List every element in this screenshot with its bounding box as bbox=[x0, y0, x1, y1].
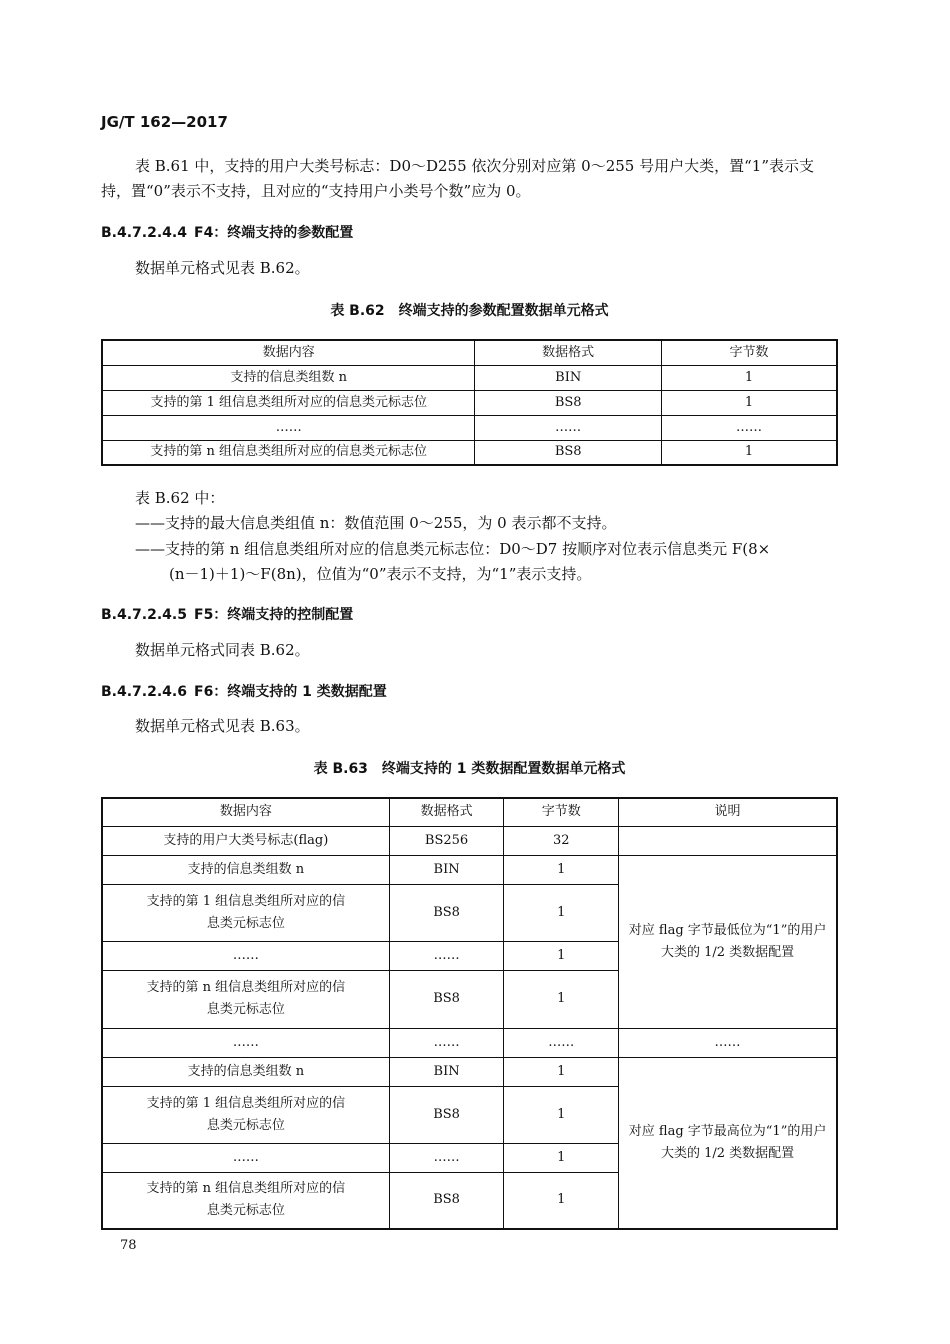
table-cell: …… bbox=[102, 415, 475, 440]
table-cell: …… bbox=[504, 1028, 619, 1057]
table-caption-b63: 表 B.63 终端支持的 1 类数据配置数据单元格式 bbox=[313, 761, 626, 777]
table-cell: 1 bbox=[504, 970, 619, 1028]
table-cell: …… bbox=[102, 941, 389, 970]
notes-lead: 表 B.62 中： bbox=[135, 489, 225, 507]
table-cell: …… bbox=[661, 415, 837, 440]
group-note-cell: 对应 flag 字节最高位为“1”的用户大类的 1/2 类数据配置 bbox=[619, 1057, 837, 1229]
table-cell: 1 bbox=[504, 1086, 619, 1143]
table-cell: …… bbox=[475, 415, 662, 440]
table-caption-b62: 表 B.62 终端支持的参数配置数据单元格式 bbox=[330, 303, 609, 319]
table-row bbox=[102, 855, 837, 884]
table-cell: 支持的信息类组数 n bbox=[102, 855, 389, 884]
header-cell: 说明 bbox=[619, 798, 837, 826]
table-cell: …… bbox=[102, 1028, 389, 1057]
table-cell: 支持的信息类组数 n bbox=[102, 365, 475, 390]
table-cell: 支持的第 n 组信息类组所对应的信息类元标志位 bbox=[102, 970, 389, 1028]
section-body-f6: 数据单元格式见表 B.63。 bbox=[135, 717, 310, 735]
table-cell: 支持的信息类组数 n bbox=[102, 1057, 389, 1086]
table-cell: 支持的第 n 组信息类组所对应的信息类元标志位 bbox=[102, 440, 475, 465]
table-cell: 支持的用户大类号标志(flag) bbox=[102, 826, 389, 855]
note-item-1: ——支持的最大信息类组值 n：数值范围 0～255，为 0 表示都不支持。 bbox=[135, 514, 617, 532]
table-row bbox=[102, 415, 837, 440]
section-heading-f6 bbox=[101, 681, 387, 701]
table-cell: 1 bbox=[504, 1057, 619, 1086]
table-cell: …… bbox=[389, 1143, 504, 1172]
standard-id: JG/T 162—2017 bbox=[101, 113, 228, 131]
section-body-f5: 数据单元格式同表 B.62。 bbox=[135, 641, 310, 659]
table-cell: 1 bbox=[504, 855, 619, 884]
section-body-f4: 数据单元格式见表 B.62。 bbox=[135, 259, 310, 277]
table-cell: BIN bbox=[389, 855, 504, 884]
section-number: B.4.7.2.4.6 bbox=[101, 684, 187, 700]
table-cell: 1 bbox=[661, 390, 837, 415]
table-cell: 1 bbox=[661, 440, 837, 465]
page-number: 78 bbox=[120, 1238, 137, 1253]
table-cell: BS256 bbox=[389, 826, 504, 855]
table-b63 bbox=[101, 797, 838, 1230]
table-cell: BIN bbox=[389, 1057, 504, 1086]
table-row bbox=[102, 440, 837, 465]
table-cell: …… bbox=[389, 941, 504, 970]
table-row bbox=[102, 390, 837, 415]
header-cell: 数据格式 bbox=[475, 340, 662, 365]
table-header-row bbox=[102, 340, 837, 365]
section-number: B.4.7.2.4.4 bbox=[101, 225, 187, 241]
table-row bbox=[102, 365, 837, 390]
header-cell: 字节数 bbox=[504, 798, 619, 826]
table-cell: …… bbox=[389, 1028, 504, 1057]
table-cell: BS8 bbox=[475, 440, 662, 465]
section-heading-f5 bbox=[101, 604, 353, 624]
table-cell: 支持的第 n 组信息类组所对应的信息类元标志位 bbox=[102, 1172, 389, 1229]
header-cell: 数据格式 bbox=[389, 798, 504, 826]
table-row bbox=[102, 826, 837, 855]
table-cell: 支持的第 1 组信息类组所对应的信息类元标志位 bbox=[102, 884, 389, 941]
table-row bbox=[102, 1028, 837, 1057]
section-title: F6：终端支持的 1 类数据配置 bbox=[194, 684, 387, 700]
section-title: F4：终端支持的参数配置 bbox=[194, 225, 354, 241]
header-cell: 数据内容 bbox=[102, 340, 475, 365]
header-cell: 数据内容 bbox=[102, 798, 389, 826]
table-cell: …… bbox=[102, 1143, 389, 1172]
table-cell: BIN bbox=[475, 365, 662, 390]
table-cell bbox=[619, 826, 837, 855]
table-cell: BS8 bbox=[389, 970, 504, 1028]
table-row bbox=[102, 1057, 837, 1086]
table-cell: 1 bbox=[504, 1143, 619, 1172]
table-cell: 1 bbox=[661, 365, 837, 390]
section-heading-f4 bbox=[101, 222, 353, 242]
table-cell: BS8 bbox=[389, 884, 504, 941]
header-cell: 字节数 bbox=[661, 340, 837, 365]
intro-paragraph: 表 B.61 中，支持的用户大类号标志：D0～D255 依次分别对应第 0～255 号用户大类，置“1”表示支持，置“0”表示不支持，且对应的“支持用户小类号个数”应为 0。 bbox=[101, 157, 815, 200]
table-cell: 1 bbox=[504, 884, 619, 941]
table-cell: BS8 bbox=[475, 390, 662, 415]
note-item-2-continued: (n－1)＋1)～F(8n)，位值为“0”表示不支持，为“1”表示支持。 bbox=[169, 565, 592, 583]
section-title: F5：终端支持的控制配置 bbox=[194, 607, 354, 623]
section-number: B.4.7.2.4.5 bbox=[101, 607, 187, 623]
note-item-2: ——支持的第 n 组信息类组所对应的信息类元标志位：D0～D7 按顺序对位表示信息类元 F(8× bbox=[135, 540, 771, 558]
table-header-row bbox=[102, 798, 837, 826]
table-cell: 1 bbox=[504, 1172, 619, 1229]
table-cell: …… bbox=[619, 1028, 837, 1057]
table-cell: 32 bbox=[504, 826, 619, 855]
table-cell: 1 bbox=[504, 941, 619, 970]
table-cell: 支持的第 1 组信息类组所对应的信息类元标志位 bbox=[102, 1086, 389, 1143]
table-cell: BS8 bbox=[389, 1172, 504, 1229]
group-note-cell: 对应 flag 字节最低位为“1”的用户大类的 1/2 类数据配置 bbox=[619, 855, 837, 1028]
table-b62 bbox=[101, 339, 838, 466]
table-cell: 支持的第 1 组信息类组所对应的信息类元标志位 bbox=[102, 390, 475, 415]
table-cell: BS8 bbox=[389, 1086, 504, 1143]
